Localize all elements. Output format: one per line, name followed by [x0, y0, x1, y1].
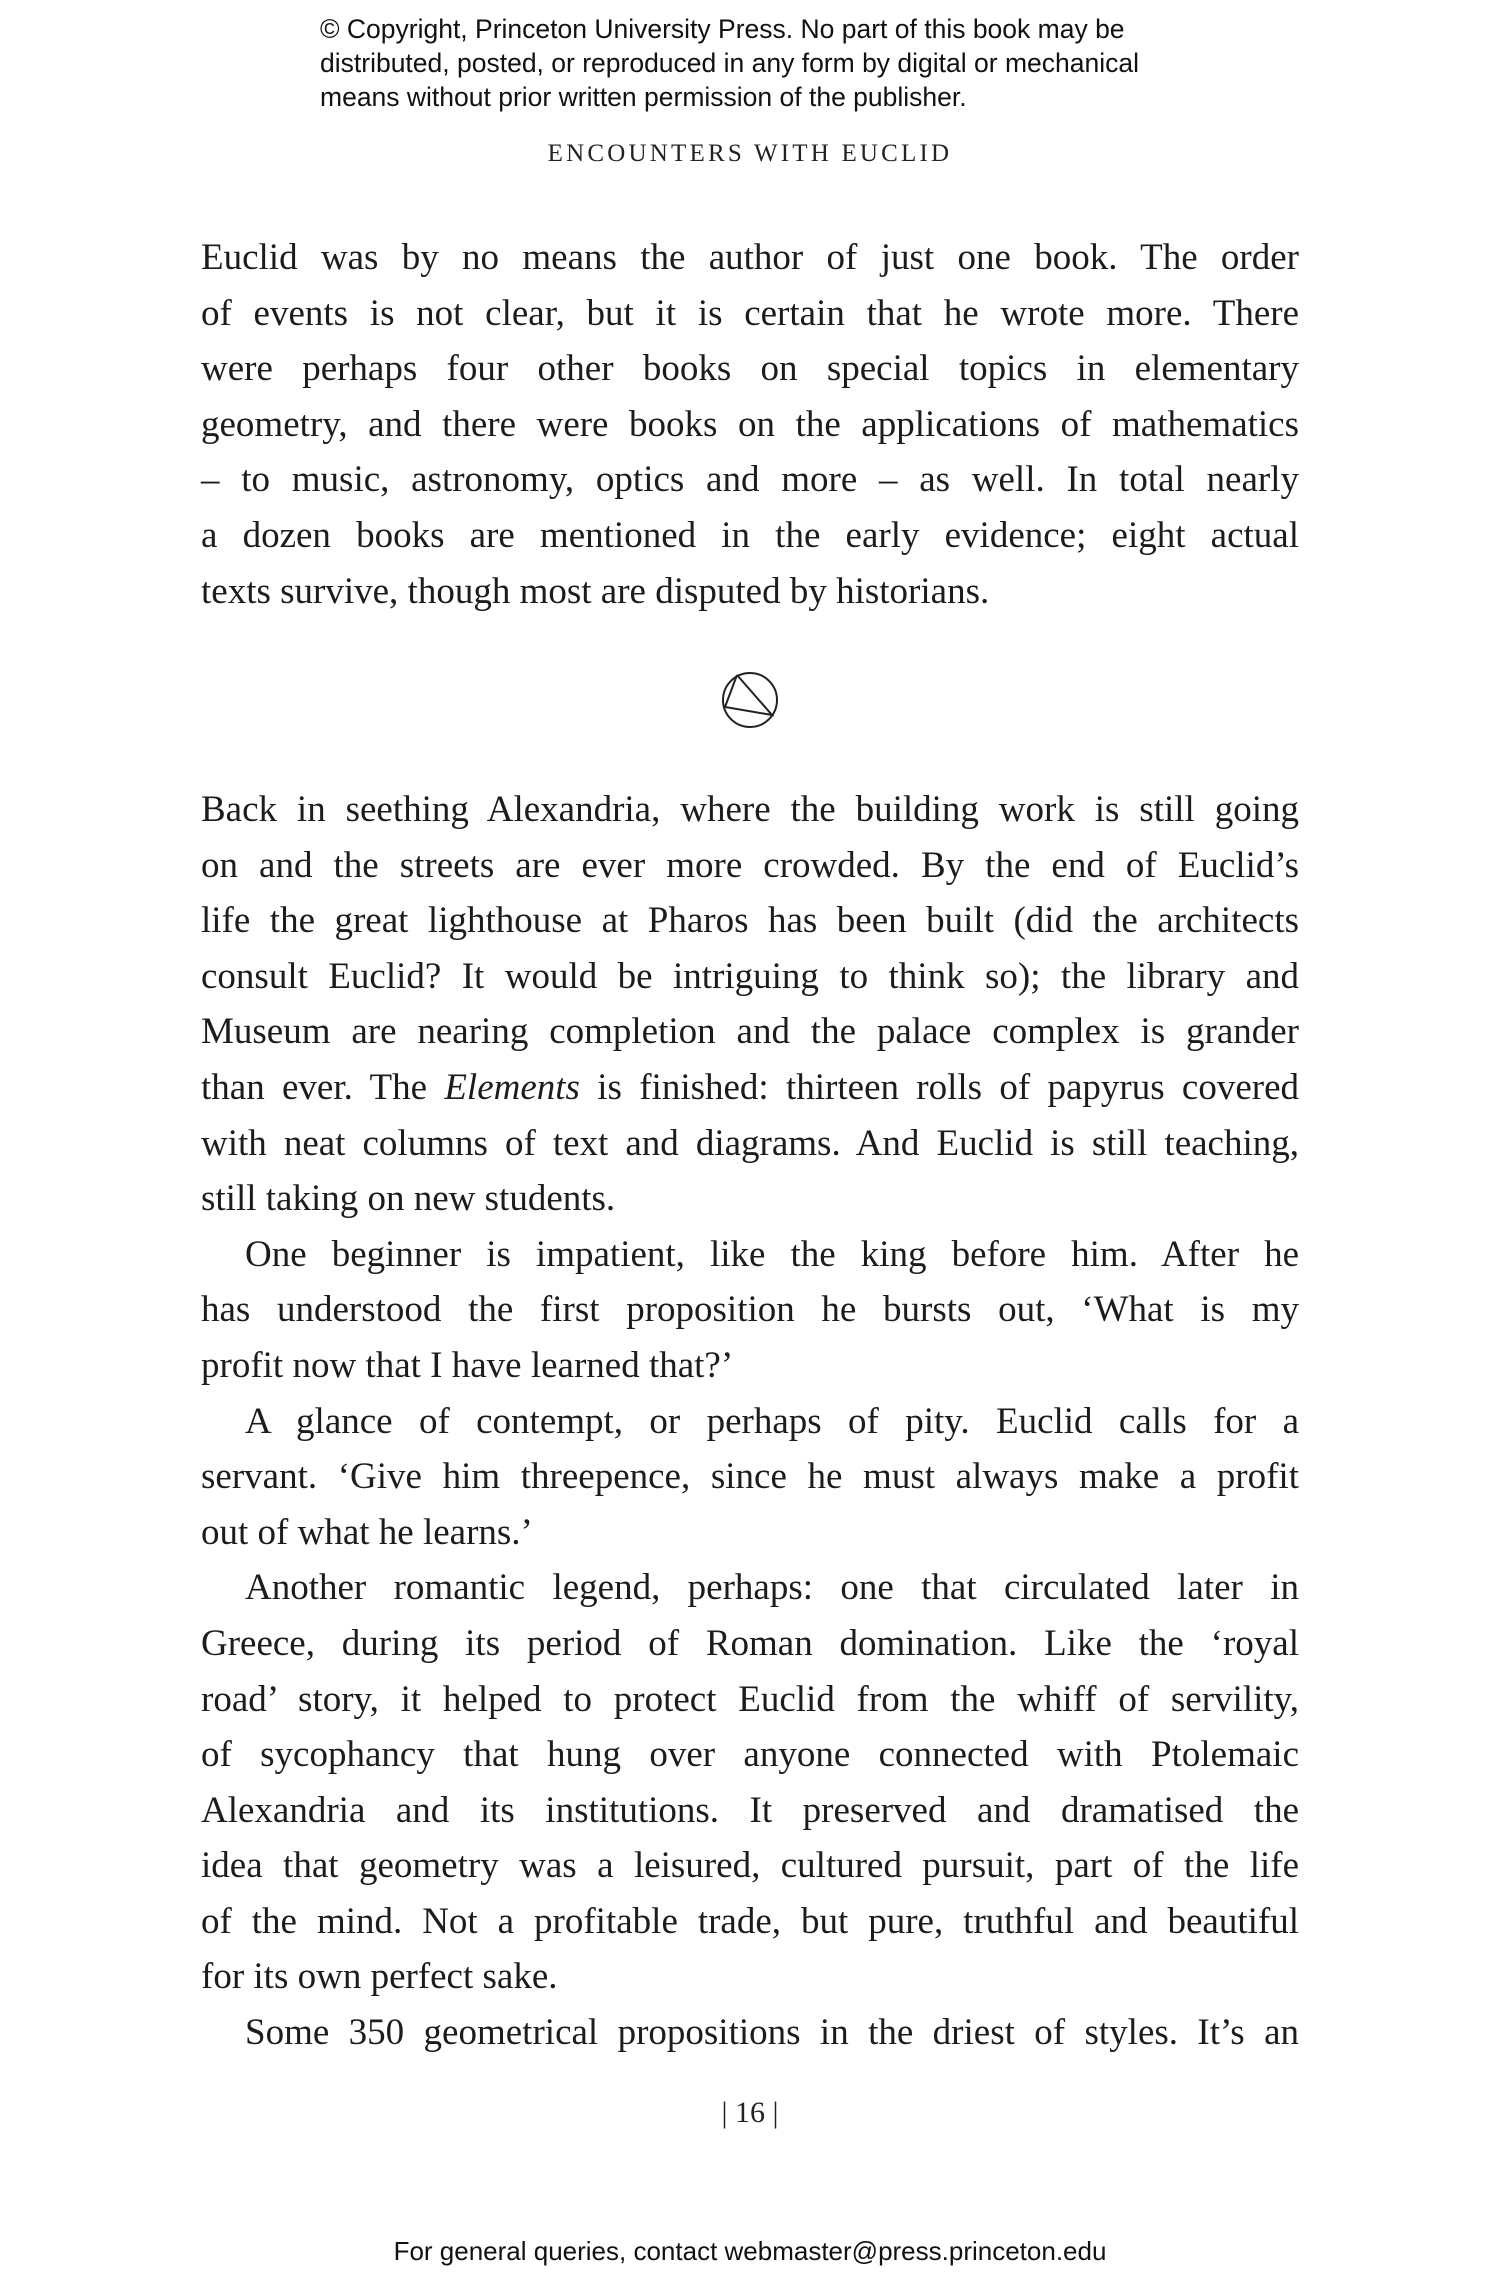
text-segment: of sycophancy that hung over anyone connected with Ptolemaic	[201, 1734, 1299, 1776]
text-segment: consult Euclid? It would be intriguing to think so); the library and	[201, 955, 1299, 997]
text-line	[201, 838, 1299, 894]
text-segment: on and the streets are ever more crowded. By the end of Euclid’s	[201, 844, 1299, 886]
text-segment: Greece, during its period of Roman domination. Like the ‘royal	[201, 1622, 1299, 1664]
text-line	[201, 2005, 1299, 2061]
copyright-line: distributed, posted, or reproduced in any form by digital or mechanical	[320, 48, 1139, 78]
text-segment: of events is not clear, but it is certain that he wrote more. There	[201, 292, 1299, 334]
text-line	[201, 1171, 1299, 1227]
text-segment: One beginner is impatient, like the king before him. After he	[245, 1233, 1299, 1275]
text-segment: Museum are nearing completion and the palace complex is grander	[201, 1011, 1299, 1053]
text-line	[201, 230, 1299, 286]
text-segment: profit now that I have learned that?’	[201, 1344, 734, 1386]
text-line	[201, 1727, 1299, 1783]
text-segment: Alexandria and its institutions. It preserved and dramatised the	[201, 1789, 1299, 1831]
text-segment: idea that geometry was a leisured, cultured pursuit, part of the life	[201, 1845, 1299, 1887]
text-line	[201, 949, 1299, 1005]
text-segment: Some 350 geometrical propositions in the driest of styles. It’s an	[245, 2012, 1299, 2054]
text-segment: has understood the first proposition he bursts out, ‘What is my	[201, 1289, 1299, 1331]
text-line	[201, 286, 1299, 342]
section-2-text	[201, 782, 1299, 2061]
text-line	[201, 1616, 1299, 1672]
text-line	[201, 397, 1299, 453]
text-line	[201, 564, 1299, 620]
page-number: | 16 |	[721, 2096, 779, 2129]
italic-title: Elements	[444, 1066, 580, 1108]
text-segment: texts survive, though most are disputed by historians.	[201, 570, 990, 612]
text-segment: out of what he learns.’	[201, 1511, 533, 1553]
text-line	[201, 341, 1299, 397]
text-line	[201, 893, 1299, 949]
text-line	[201, 1116, 1299, 1172]
text-line	[201, 1949, 1299, 2005]
text-line	[201, 1894, 1299, 1950]
text-segment: life the great lighthouse at Pharos has been built (did the architects	[201, 900, 1299, 942]
text-segment: – to music, astronomy, optics and more – as well. In total nearly	[201, 459, 1299, 501]
copyright-line: means without prior written permission of the publisher.	[320, 82, 967, 112]
text-line	[201, 782, 1299, 838]
text-line	[201, 452, 1299, 508]
text-line	[201, 1394, 1299, 1450]
circle-inscribed-triangle-icon	[720, 670, 780, 730]
text-line	[201, 1060, 1299, 1116]
running-head: ENCOUNTERS WITH EUCLID	[547, 140, 953, 167]
text-line	[201, 1004, 1299, 1060]
text-segment: a dozen books are mentioned in the early evidence; eight actual	[201, 514, 1299, 556]
text-segment: Back in seething Alexandria, where the building work is still going	[201, 789, 1299, 830]
text-segment: with neat columns of text and diagrams. And Euclid is still teaching,	[201, 1122, 1299, 1164]
footer-contact: For general queries, contact webmaster@press.princeton.edu	[393, 2236, 1107, 2266]
text-line	[201, 1672, 1299, 1728]
text-line	[201, 508, 1299, 564]
text-line	[201, 1338, 1299, 1394]
text-line	[201, 1560, 1299, 1616]
text-line	[201, 1227, 1299, 1283]
text-segment: for its own perfect sake.	[201, 1956, 558, 1998]
text-segment: of the mind. Not a profitable trade, but pure, truthful and beautiful	[201, 1900, 1299, 1942]
text-segment: Euclid was by no means the author of just one book. The order	[201, 237, 1299, 278]
text-segment: geometry, and there were books on the applications of mathematics	[201, 403, 1299, 445]
text-line	[201, 1282, 1299, 1338]
copyright-line: © Copyright, Princeton University Press. No part of this book may be	[320, 14, 1125, 44]
text-segment: were perhaps four other books on special topics in elementary	[201, 348, 1299, 390]
text-segment: is finished: thirteen rolls of papyrus covered	[579, 1066, 1300, 1108]
text-segment: A glance of contempt, or perhaps of pity. Euclid calls for a	[245, 1400, 1299, 1442]
text-segment: servant. ‘Give him threepence, since he must always make a profit	[201, 1456, 1299, 1498]
copyright-notice	[320, 12, 1220, 114]
text-segment: road’ story, it helped to protect Euclid from the whiff of servility,	[201, 1678, 1299, 1720]
text-segment: Another romantic legend, perhaps: one that circulated later in	[245, 1567, 1299, 1609]
text-line	[201, 1449, 1299, 1505]
text-line	[201, 1838, 1299, 1894]
section-1-text	[201, 230, 1299, 619]
text-segment: than ever. The	[201, 1066, 445, 1108]
text-line	[201, 1783, 1299, 1839]
text-segment: still taking on new students.	[201, 1178, 616, 1220]
text-line	[201, 1505, 1299, 1561]
